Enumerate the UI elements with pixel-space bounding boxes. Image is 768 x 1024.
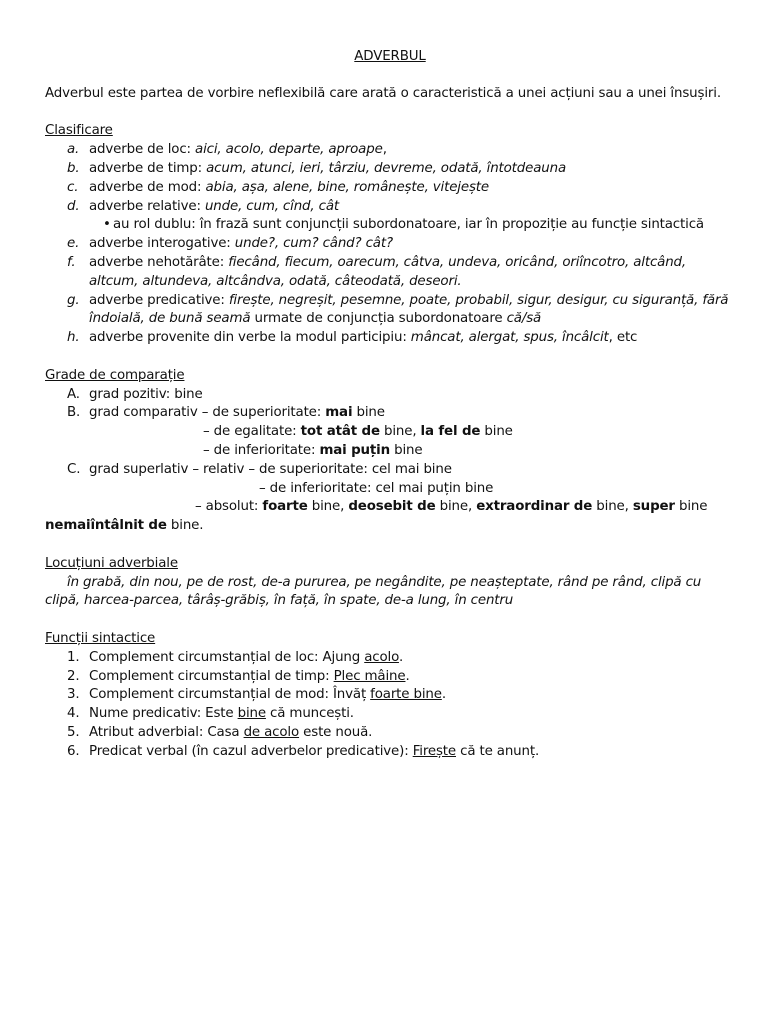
section-heading-functii: Funcții sintactice bbox=[45, 630, 156, 646]
section-heading-locutiuni: Locuțiuni adverbiale bbox=[45, 555, 178, 571]
bullet-icon: • bbox=[103, 217, 111, 233]
list-item: g. adverbe predicative: firește, negreșit, pesemne, poate, probabil, sigur, desigur, cu siguranță, fără îndoială, de bună seamă urmate de conjuncția subordonatoare că/să bbox=[67, 292, 729, 327]
list-item: a. adverbe de loc: aici, acolo, departe, aproape, bbox=[67, 142, 387, 158]
bullet-item: • au rol dublu: în frază sunt conjuncții subordonatoare, iar în propoziție au funcție sintactică bbox=[45, 216, 735, 235]
list-item: 5. Atribut adverbial: Casa de acolo este nouă. bbox=[67, 724, 373, 740]
list-item: 3. Complement circumstanțial de mod: Învăț foarte bine. bbox=[67, 687, 446, 703]
intro-paragraph: Adverbul este partea de vorbire neflexibilă care arată o caracteristică a unei acțiuni sau a unei însușiri. bbox=[45, 85, 721, 101]
section-heading-clasificare: Clasificare bbox=[45, 123, 113, 139]
list-item: d. adverbe relative: unde, cum, cînd, cât bbox=[67, 198, 339, 214]
list-item: A. grad pozitiv: bine bbox=[67, 386, 203, 402]
page-title: ADVERBUL bbox=[354, 49, 426, 64]
locutiuni-text: în grabă, din nou, pe de rost, de-a pururea, pe negândite, pe neașteptate, rând pe rând, clipă cu clipă, harcea-parcea, târâș-grăbiș, în față, în spate, de-a lung, în centru bbox=[45, 574, 702, 609]
list-item: B. grad comparativ – de superioritate: mai bine bbox=[67, 405, 385, 421]
section-heading-grade: Grade de comparație bbox=[45, 367, 185, 383]
grade-inferioritate-line: – de inferioritate: mai puțin bine bbox=[203, 442, 423, 458]
list-item: 6. Predicat verbal (în cazul adverbelor predicative): Firește că te anunț. bbox=[67, 743, 540, 759]
list-item: 1. Complement circumstanțial de loc: Ajung acolo. bbox=[67, 649, 404, 665]
list-item: h. adverbe provenite din verbe la modul participiu: mâncat, alergat, spus, încâlcit, etc bbox=[67, 330, 638, 346]
list-item: 4. Nume predicativ: Este bine că muncești. bbox=[67, 706, 354, 722]
document bbox=[45, 48, 735, 761]
superlativ-nemaiintalnit-line: nemaiîntâlnit de bine. bbox=[45, 518, 204, 534]
list-item: c. adverbe de mod: abia, așa, alene, bine, românește, vitejește bbox=[67, 179, 489, 195]
list-item: 2. Complement circumstanțial de timp: Plec mâine. bbox=[67, 668, 410, 684]
superlativ-inferioritate-line: – de inferioritate: cel mai puțin bine bbox=[259, 480, 494, 496]
list-item: e. adverbe interogative: unde?, cum? când? cât? bbox=[67, 236, 393, 252]
list-item: f. adverbe nehotărâte: fiecând, fiecum, oarecum, câtva, undeva, oricând, oriîncotro, altcând, altcum, altundeva, altcândva, odată, câteodată, deseori. bbox=[67, 254, 687, 289]
list-item: b. adverbe de timp: acum, atunci, ieri, târziu, devreme, odată, întotdeauna bbox=[67, 160, 566, 176]
superlativ-absolut-line: – absolut: foarte bine, deosebit de bine, extraordinar de bine, super bine bbox=[195, 499, 708, 515]
grade-egalitate-line: – de egalitate: tot atât de bine, la fel de bine bbox=[203, 424, 513, 440]
list-item: C. grad superlativ – relativ – de superioritate: cel mai bine bbox=[67, 461, 452, 477]
